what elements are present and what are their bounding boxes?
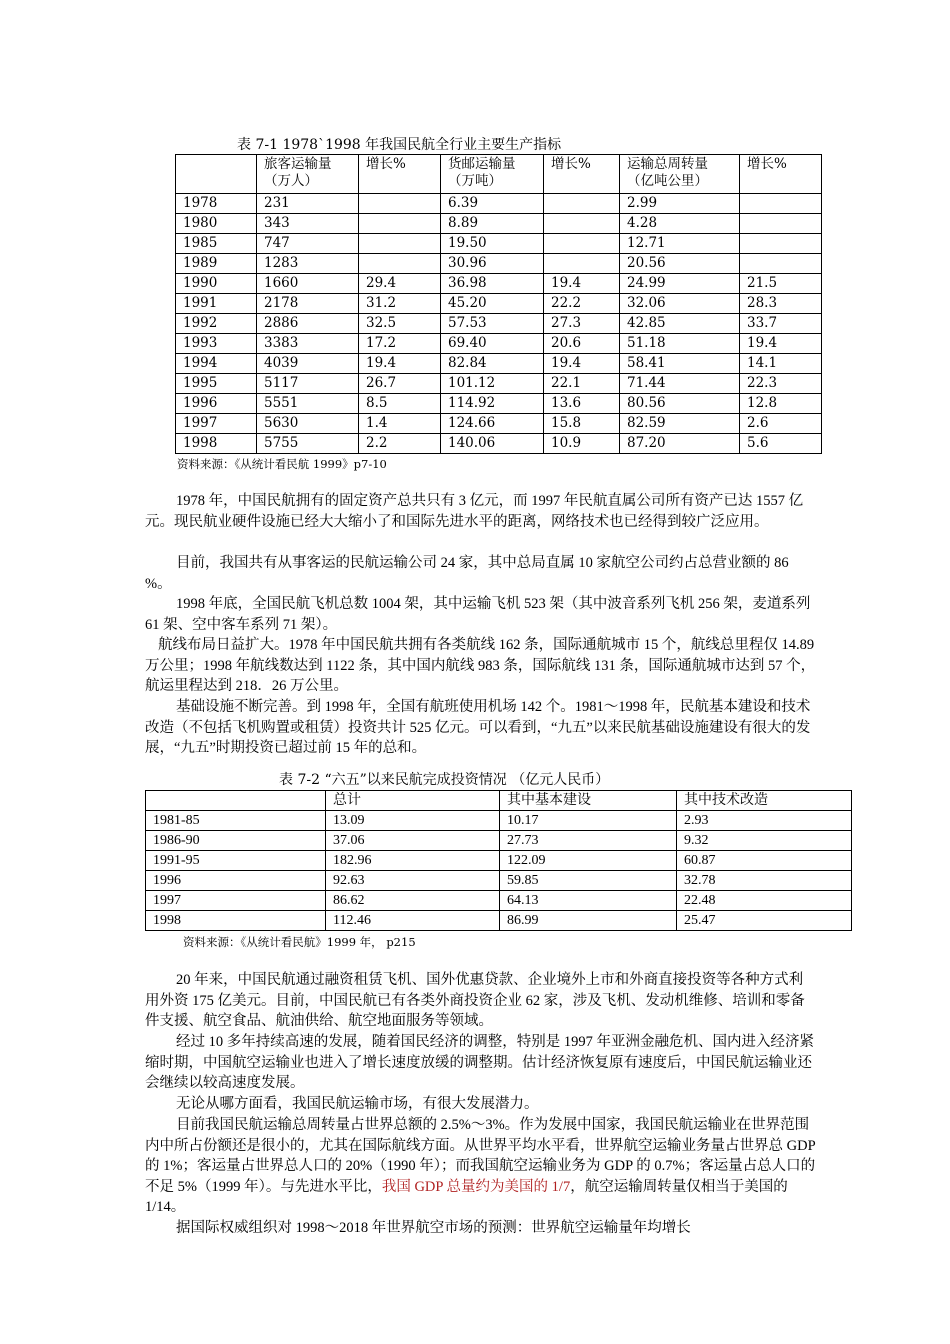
table-cell: 9.32 xyxy=(677,831,852,851)
paragraph-text: 目前我国民航运输总周转量占世界总额的 2.5%～3%。作为发展中国家，我国民航运输业在世界范围内中所占份额还是很小的，尤其在国际航线方面。从世界平均水平看，世界航空运输业务量占世界总 GDP 的 1%；客运量占世界总人口的 20%（1990 年）；而我国航空运输业务为 GDP 的 0.7%；客运量占总人口的不足 5%（1999 年）。与先进水平比， xyxy=(145,1117,816,1195)
table-row xyxy=(176,434,822,454)
table-cell: 24.99 xyxy=(620,274,740,294)
table-row xyxy=(176,314,822,334)
table-cell: 71.44 xyxy=(620,374,740,394)
table-row xyxy=(146,831,852,851)
table-cell: 80.56 xyxy=(620,394,740,414)
table-cell: 1993 xyxy=(176,334,257,354)
table-cell: 1.4 xyxy=(359,414,441,434)
table1-header-cell xyxy=(544,155,620,194)
table-cell: 21.5 xyxy=(740,274,822,294)
table-cell: 1997 xyxy=(176,414,257,434)
table-row xyxy=(176,254,822,274)
header-line: （万吨） xyxy=(448,173,502,189)
table-row xyxy=(176,274,822,294)
table-cell: 25.47 xyxy=(677,911,852,931)
table-cell xyxy=(740,214,822,234)
table2-caption: 表 7-2 “六五”以来民航完成投资情况 （亿元人民币） xyxy=(279,772,610,788)
table-cell xyxy=(544,214,620,234)
table2-header-cell: 总计 xyxy=(326,791,500,811)
table-cell: 8.89 xyxy=(441,214,544,234)
table-row xyxy=(176,374,822,394)
table-cell: 1990 xyxy=(176,274,257,294)
table-cell: 30.96 xyxy=(441,254,544,274)
table-row xyxy=(146,811,852,831)
table-cell: 5117 xyxy=(257,374,359,394)
table-cell: 19.4 xyxy=(740,334,822,354)
table-cell: 114.92 xyxy=(441,394,544,414)
table-row xyxy=(146,891,852,911)
table-cell: 29.4 xyxy=(359,274,441,294)
table-cell: 1994 xyxy=(176,354,257,374)
table-cell: 1998 xyxy=(146,911,326,931)
table-cell: 6.39 xyxy=(441,194,544,214)
table-cell: 1996 xyxy=(146,871,326,891)
table-cell: 5551 xyxy=(257,394,359,414)
table-cell: 122.09 xyxy=(500,851,677,871)
table-cell xyxy=(359,234,441,254)
paragraph: 据国际权威组织对 1998～2018 年世界航空市场的预测：世界航空运输量年均增长 xyxy=(176,1220,691,1236)
header-line: （亿吨公里） xyxy=(627,173,708,189)
paragraph: 基础设施不断完善。到 1998 年，全国有航班使用机场 142 个。1981～1998 年，民航基本建设和技术改造（不包括飞机购置或租赁）投资共计 525 亿元。可以看到，“九五”以来民航基础设施建设有很大的发展，“九五”时期投资已超过前 15 年的总和。 xyxy=(145,699,811,756)
paragraph: 航线布局日益扩大。1978 年中国民航共拥有各类航线 162 条，国际通航城市 15 个，航线总里程仅 14.89 万公里；1998 年航线数达到 1122 条，其中国内航线 983 条，国际航线 131 条，国际通航城市达到 57 个，航运里程达到 218．26 万公里。 xyxy=(145,637,816,694)
header-line: （万人） xyxy=(264,173,318,189)
table-row xyxy=(146,911,852,931)
table-cell: 19.50 xyxy=(441,234,544,254)
table-cell: 58.41 xyxy=(620,354,740,374)
table-cell xyxy=(740,254,822,274)
table-cell xyxy=(740,234,822,254)
table-cell: 82.84 xyxy=(441,354,544,374)
paragraph-text: ，航空运输周转量仅相当于美国的 1/14。 xyxy=(145,1178,788,1215)
table1-header-cell xyxy=(441,155,544,194)
table-cell: 4039 xyxy=(257,354,359,374)
table-row xyxy=(176,294,822,314)
table-cell: 5630 xyxy=(257,414,359,434)
table-cell: 51.18 xyxy=(620,334,740,354)
table-cell: 28.3 xyxy=(740,294,822,314)
table-cell: 5.6 xyxy=(740,434,822,454)
table-cell: 15.8 xyxy=(544,414,620,434)
table-cell: 8.5 xyxy=(359,394,441,414)
table1 xyxy=(175,154,822,454)
table1-source: 资料来源：《从统计看民航 1999》p7-10 xyxy=(177,457,387,471)
table-row xyxy=(176,354,822,374)
table-cell: 747 xyxy=(257,234,359,254)
table-row xyxy=(176,414,822,434)
table-cell: 1986-90 xyxy=(146,831,326,851)
table-cell: 87.20 xyxy=(620,434,740,454)
table-cell: 37.06 xyxy=(326,831,500,851)
table-cell: 4.28 xyxy=(620,214,740,234)
table-cell: 59.85 xyxy=(500,871,677,891)
table1-header-cell xyxy=(620,155,740,194)
table-cell: 17.2 xyxy=(359,334,441,354)
table-cell: 231 xyxy=(257,194,359,214)
table1-header-cell xyxy=(740,155,822,194)
table-cell: 14.1 xyxy=(740,354,822,374)
paragraph: 1998 年底，全国民航飞机总数 1004 架，其中运输飞机 523 架（其中波音系列飞机 256 架，麦道系列 61 架、空中客车系列 71 架）。 xyxy=(145,596,811,633)
header-line: 增长% xyxy=(747,156,787,172)
table-cell xyxy=(359,214,441,234)
paragraph: 目前，我国共有从事客运的民航运输公司 24 家，其中总局直属 10 家航空公司约占总营业额的 86 %。 xyxy=(145,555,789,592)
table-cell: 22.48 xyxy=(677,891,852,911)
table-cell: 22.1 xyxy=(544,374,620,394)
highlighted-text: 我国 GDP 总量约为美国的 1/7 xyxy=(381,1178,571,1195)
table-row xyxy=(146,851,852,871)
table-cell: 2886 xyxy=(257,314,359,334)
table-cell: 1283 xyxy=(257,254,359,274)
table1-caption: 表 7-1 1978`1998 年我国民航全行业主要生产指标 xyxy=(237,137,562,153)
table-cell: 82.59 xyxy=(620,414,740,434)
table-cell: 36.98 xyxy=(441,274,544,294)
table-cell: 2178 xyxy=(257,294,359,314)
table-cell: 20.6 xyxy=(544,334,620,354)
table-cell: 33.7 xyxy=(740,314,822,334)
header-line: 增长% xyxy=(366,156,406,172)
header-line: 旅客运输量 xyxy=(264,156,332,172)
table-cell: 182.96 xyxy=(326,851,500,871)
table-cell: 1980 xyxy=(176,214,257,234)
table-row xyxy=(176,394,822,414)
table-cell: 1989 xyxy=(176,254,257,274)
table-cell: 57.53 xyxy=(441,314,544,334)
table-cell: 26.7 xyxy=(359,374,441,394)
header-line: 货邮运输量 xyxy=(448,156,516,172)
table-cell: 64.13 xyxy=(500,891,677,911)
table-cell xyxy=(544,234,620,254)
table-cell: 69.40 xyxy=(441,334,544,354)
table-cell: 101.12 xyxy=(441,374,544,394)
table-cell: 32.5 xyxy=(359,314,441,334)
table-row xyxy=(176,234,822,254)
table-cell: 2.6 xyxy=(740,414,822,434)
table-cell: 2.99 xyxy=(620,194,740,214)
table1-header-cell xyxy=(257,155,359,194)
table-cell xyxy=(359,194,441,214)
table2-header-cell: 其中基本建设 xyxy=(500,791,677,811)
table1-header-cell xyxy=(359,155,441,194)
header-line: 增长% xyxy=(551,156,591,172)
table-cell: 10.9 xyxy=(544,434,620,454)
table-cell: 86.62 xyxy=(326,891,500,911)
table1-header-cell xyxy=(176,155,257,194)
table-cell xyxy=(544,254,620,274)
table2 xyxy=(145,790,852,931)
table-cell: 343 xyxy=(257,214,359,234)
table-cell: 1996 xyxy=(176,394,257,414)
table-cell: 2.2 xyxy=(359,434,441,454)
table-cell: 12.71 xyxy=(620,234,740,254)
paragraph: 20 年来，中国民航通过融资租赁飞机、国外优惠贷款、企业境外上市和外商直接投资等各种方式利用外资 175 亿美元。目前，中国民航已有各类外商投资企业 62 家，涉及飞机、发动机维修、培训和零备件支援、航空食品、航油供给、航空地面服务等领域。 xyxy=(145,972,805,1029)
table-cell xyxy=(740,194,822,214)
table-cell: 22.3 xyxy=(740,374,822,394)
paragraph xyxy=(145,1115,817,1218)
table-cell: 92.63 xyxy=(326,871,500,891)
table-cell: 19.4 xyxy=(544,274,620,294)
table-cell xyxy=(544,194,620,214)
table-cell: 1991 xyxy=(176,294,257,314)
table-cell: 1992 xyxy=(176,314,257,334)
table-cell: 13.6 xyxy=(544,394,620,414)
table-cell: 19.4 xyxy=(544,354,620,374)
table-cell: 32.78 xyxy=(677,871,852,891)
table-cell: 1998 xyxy=(176,434,257,454)
table-cell: 1995 xyxy=(176,374,257,394)
table-cell: 45.20 xyxy=(441,294,544,314)
table-cell: 112.46 xyxy=(326,911,500,931)
table-cell: 31.2 xyxy=(359,294,441,314)
table-cell xyxy=(359,254,441,274)
table-cell: 1985 xyxy=(176,234,257,254)
table-cell: 140.06 xyxy=(441,434,544,454)
table-cell: 20.56 xyxy=(620,254,740,274)
table-cell: 13.09 xyxy=(326,811,500,831)
table-cell: 1660 xyxy=(257,274,359,294)
table1-header-row xyxy=(176,155,822,194)
paragraph: 1978 年，中国民航拥有的固定资产总共只有 3 亿元，而 1997 年民航直属公司所有资产已达 1557 亿元。现民航业硬件设施已经大大缩小了和国际先进水平的距离，网络技术也已经得到较广泛应用。 xyxy=(145,493,804,530)
paragraph: 经过 10 多年持续高速的发展，随着国民经济的调整，特别是 1997 年亚洲金融危机、国内进入经济紧缩时期，中国航空运输业也进入了增长速度放缓的调整期。估计经济恢复原有速度后，中国民航运输业还会继续以较高速度发展。 xyxy=(145,1034,814,1091)
table-cell: 86.99 xyxy=(500,911,677,931)
table2-header-row xyxy=(146,791,852,811)
table-cell: 10.17 xyxy=(500,811,677,831)
table-row xyxy=(176,334,822,354)
table-cell: 42.85 xyxy=(620,314,740,334)
table-cell: 1981-85 xyxy=(146,811,326,831)
table-cell: 3383 xyxy=(257,334,359,354)
table-cell: 1978 xyxy=(176,194,257,214)
paragraph: 无论从哪方面看，我国民航运输市场，有很大发展潜力。 xyxy=(176,1096,539,1112)
table2-header-cell xyxy=(146,791,326,811)
header-line: 运输总周转量 xyxy=(627,156,708,172)
table-row xyxy=(176,214,822,234)
table-cell: 124.66 xyxy=(441,414,544,434)
table-cell: 19.4 xyxy=(359,354,441,374)
table-cell: 1991-95 xyxy=(146,851,326,871)
table-cell: 32.06 xyxy=(620,294,740,314)
table2-source: 资料来源：《从统计看民航》1999 年， p215 xyxy=(183,935,416,949)
table-cell: 5755 xyxy=(257,434,359,454)
table-cell: 27.73 xyxy=(500,831,677,851)
table-cell: 22.2 xyxy=(544,294,620,314)
table-cell: 2.93 xyxy=(677,811,852,831)
table-row xyxy=(146,871,852,891)
table-row xyxy=(176,194,822,214)
table2-header-cell: 其中技术改造 xyxy=(677,791,852,811)
table-cell: 27.3 xyxy=(544,314,620,334)
table-cell: 60.87 xyxy=(677,851,852,871)
table-cell: 1997 xyxy=(146,891,326,911)
table-cell: 12.8 xyxy=(740,394,822,414)
